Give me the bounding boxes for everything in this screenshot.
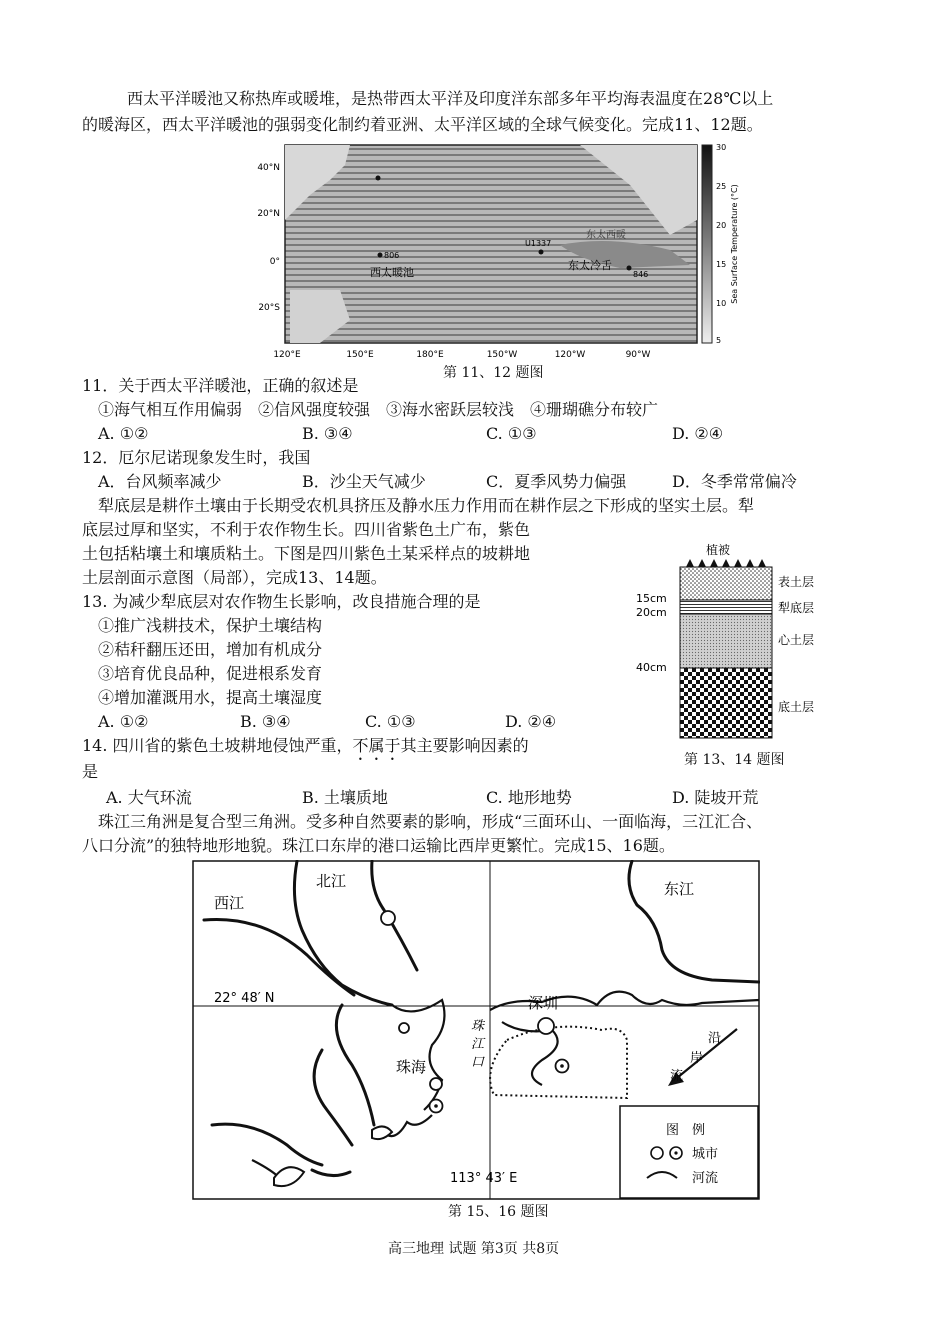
q13-stem: 13. 为减少犁底层对农作物生长影响，改良措施合理的是 xyxy=(82,592,481,611)
dongjiang-label: 东江 xyxy=(664,880,695,898)
depth-15cm: 15cm xyxy=(636,592,667,605)
macau-dot xyxy=(434,1104,438,1108)
q14-option-c: C. 地形地势 xyxy=(486,788,572,807)
site-u1337-label: U1337 xyxy=(525,239,552,248)
capital-city-dot xyxy=(560,1064,564,1068)
legend-title: 图 例 xyxy=(666,1123,706,1138)
intro2-line2: 底层过厚和坚实，不利于农作物生长。四川省紫色土广布，紫色 xyxy=(82,520,531,539)
lon-label-180e: 180°E xyxy=(416,350,444,360)
zhuhai-marker xyxy=(430,1078,442,1090)
intro3-line2: 八口分流”的独特地形地貌。珠江口东岸的港口运输比西岸更繁忙。完成15、16题。 xyxy=(82,836,675,855)
topsoil-layer xyxy=(680,567,772,600)
legend-city-icon xyxy=(651,1147,663,1159)
depth-40cm: 40cm xyxy=(636,661,667,674)
q14-stem-post: 其主要影响因素的 xyxy=(400,736,529,755)
q12-option-b: B．沙尘天气减少 xyxy=(302,472,426,491)
longitude-label: 113° 43′ E xyxy=(450,1171,518,1186)
vegetation-label: 植被 xyxy=(706,543,731,557)
colorbar-tick-20: 20 xyxy=(716,221,727,230)
estuary-char-1: 珠 xyxy=(471,1019,485,1034)
site-806-marker xyxy=(378,253,383,258)
estuary-char-3: 口 xyxy=(471,1055,485,1070)
q12-option-d: D．冬季常常偏冷 xyxy=(672,472,797,491)
zhuhai-label: 珠海 xyxy=(396,1058,427,1076)
colorbar xyxy=(702,145,712,343)
q12-stem: 12．厄尔尼诺现象发生时，我国 xyxy=(82,448,311,467)
intro3-line1: 珠江三角洲是复合型三角洲。受多种自然要素的影响，形成“三面环山、一面临海，三江汇合、 xyxy=(98,812,763,831)
current-char-3: 流 xyxy=(670,1069,684,1084)
sst-map xyxy=(250,140,750,365)
estuary-char-2: 江 xyxy=(471,1037,485,1052)
q14-option-d: D. 陡坡开荒 xyxy=(672,788,759,807)
q14-option-a: A. 大气环流 xyxy=(106,788,192,807)
site-u1337-marker xyxy=(539,250,544,255)
site-846-marker xyxy=(627,266,632,271)
q13-option-b: B. ③④ xyxy=(240,712,291,731)
beijiang-label: 北江 xyxy=(316,872,347,890)
lat-label-40n: 40°N xyxy=(257,163,280,173)
soil-caption: 第 13、14 题图 xyxy=(684,752,785,768)
q14-stem-line2: 是 xyxy=(82,762,99,781)
page-footer: 高三地理 试题 第3页 共8页 xyxy=(388,1241,560,1257)
lon-label-120e: 120°E xyxy=(273,350,301,360)
plow-pan-label: 犁底层 xyxy=(778,601,815,615)
city-north xyxy=(381,911,395,925)
site-846-label: 846 xyxy=(633,270,649,279)
q13-option-d: D. ②④ xyxy=(505,712,557,731)
sst-map-caption: 第 11、12 题图 xyxy=(443,365,544,381)
colorbar-tick-30: 30 xyxy=(716,143,727,152)
colorbar-tick-5: 5 xyxy=(716,336,722,345)
prd-map xyxy=(192,860,760,1200)
q12-option-c: C．夏季风势力偏强 xyxy=(486,472,627,491)
soil-profile-diagram xyxy=(628,540,858,750)
lat-label-0: 0° xyxy=(269,257,280,267)
q13-option-c: C. ①③ xyxy=(365,712,416,731)
marker-north xyxy=(376,176,381,181)
bottom-soil-layer xyxy=(680,668,772,738)
intro2-line3: 土包括粘壤土和壤质粘土。下图是四川紫色土某采样点的坡耕地 xyxy=(82,544,531,563)
lat-label-20s: 20°S xyxy=(258,303,280,313)
intro1-line2: 的暖海区，西太平洋暖池的强弱变化制约着亚洲、太平洋区域的全球气候变化。完成11、12题。 xyxy=(82,115,763,134)
city-middle xyxy=(399,1023,409,1033)
colorbar-title: Sea Surface Temperature (°C) xyxy=(730,184,739,304)
topsoil-label: 表土层 xyxy=(778,575,815,589)
q13-statement-4: ④增加灌溉用水，提高土壤湿度 xyxy=(98,688,323,707)
q13-option-a: A. ①② xyxy=(98,712,149,731)
legend-capital-dot xyxy=(674,1151,677,1154)
q14-option-b: B. 土壤质地 xyxy=(302,788,388,807)
q11-option-c: C. ①③ xyxy=(486,424,537,443)
lat-label-20n: 20°N xyxy=(257,209,280,219)
q13-statement-2: ②秸秆翻压还田，增加有机成分 xyxy=(98,640,323,659)
colorbar-tick-25: 25 xyxy=(716,182,727,191)
vegetation-icon xyxy=(686,559,766,567)
lon-label-120w: 120°W xyxy=(554,350,586,360)
cold-tongue-label: 东太冷舌 xyxy=(568,259,612,272)
xijiang-label: 西江 xyxy=(214,894,245,912)
q11-stem: 11．关于西太平洋暖池，正确的叙述是 xyxy=(82,376,359,395)
plow-pan-layer xyxy=(680,600,772,614)
east-pacific-label: 东太西暖 xyxy=(586,230,626,241)
lon-label-150e: 150°E xyxy=(346,350,374,360)
current-char-2: 岸 xyxy=(690,1051,704,1066)
q14-stem-emphasis: 不属于 xyxy=(352,736,401,755)
bottom-soil-label: 底土层 xyxy=(778,700,815,714)
depth-20cm: 20cm xyxy=(636,606,667,619)
warm-pool-label: 西太暖池 xyxy=(370,266,414,279)
current-char-1: 沿 xyxy=(708,1031,722,1046)
intro2-line1: 犁底层是耕作土壤由于长期受农机具挤压及静水压力作用而在耕作层之下形成的坚实土层。犁 xyxy=(98,496,755,515)
q11-statements: ①海气相互作用偏弱 ②信风强度较强 ③海水密跃层较浅 ④珊瑚礁分布较广 xyxy=(98,400,659,419)
q14-stem xyxy=(82,735,529,764)
latitude-label: 22° 48′ N xyxy=(214,991,275,1006)
q13-statement-3: ③培育优良品种，促进根系发育 xyxy=(98,664,323,683)
legend-city-label: 城市 xyxy=(692,1147,719,1162)
shenzhen-label: 深圳 xyxy=(528,994,559,1012)
colorbar-tick-10: 10 xyxy=(716,299,727,308)
q13-statement-1: ①推广浅耕技术，保护土壤结构 xyxy=(98,616,323,635)
subsoil-label: 心土层 xyxy=(778,633,815,647)
q11-option-a: A. ①② xyxy=(98,424,149,443)
colorbar-tick-15: 15 xyxy=(716,260,727,269)
legend-box xyxy=(620,1106,758,1198)
lon-label-90w: 90°W xyxy=(625,350,651,360)
shenzhen-marker xyxy=(538,1018,554,1034)
intro1-line1: 西太平洋暖池又称热库或暖堆，是热带西太平洋及印度洋东部多年平均海表温度在28℃以上 xyxy=(127,89,774,108)
lon-label-150w: 150°W xyxy=(486,350,518,360)
q14-stem-pre: 14. 四川省的紫色土坡耕地侵蚀严重， xyxy=(82,736,353,755)
q11-option-b: B. ③④ xyxy=(302,424,353,443)
subsoil-layer xyxy=(680,614,772,668)
legend-river-label: 河流 xyxy=(692,1171,719,1186)
prd-map-caption: 第 15、16 题图 xyxy=(448,1204,549,1220)
q11-option-d: D. ②④ xyxy=(672,424,724,443)
site-806-label: 806 xyxy=(384,251,400,260)
q12-option-a: A．台风频率减少 xyxy=(98,472,222,491)
intro2-line4: 土层剖面示意图（局部），完成13、14题。 xyxy=(82,568,387,587)
